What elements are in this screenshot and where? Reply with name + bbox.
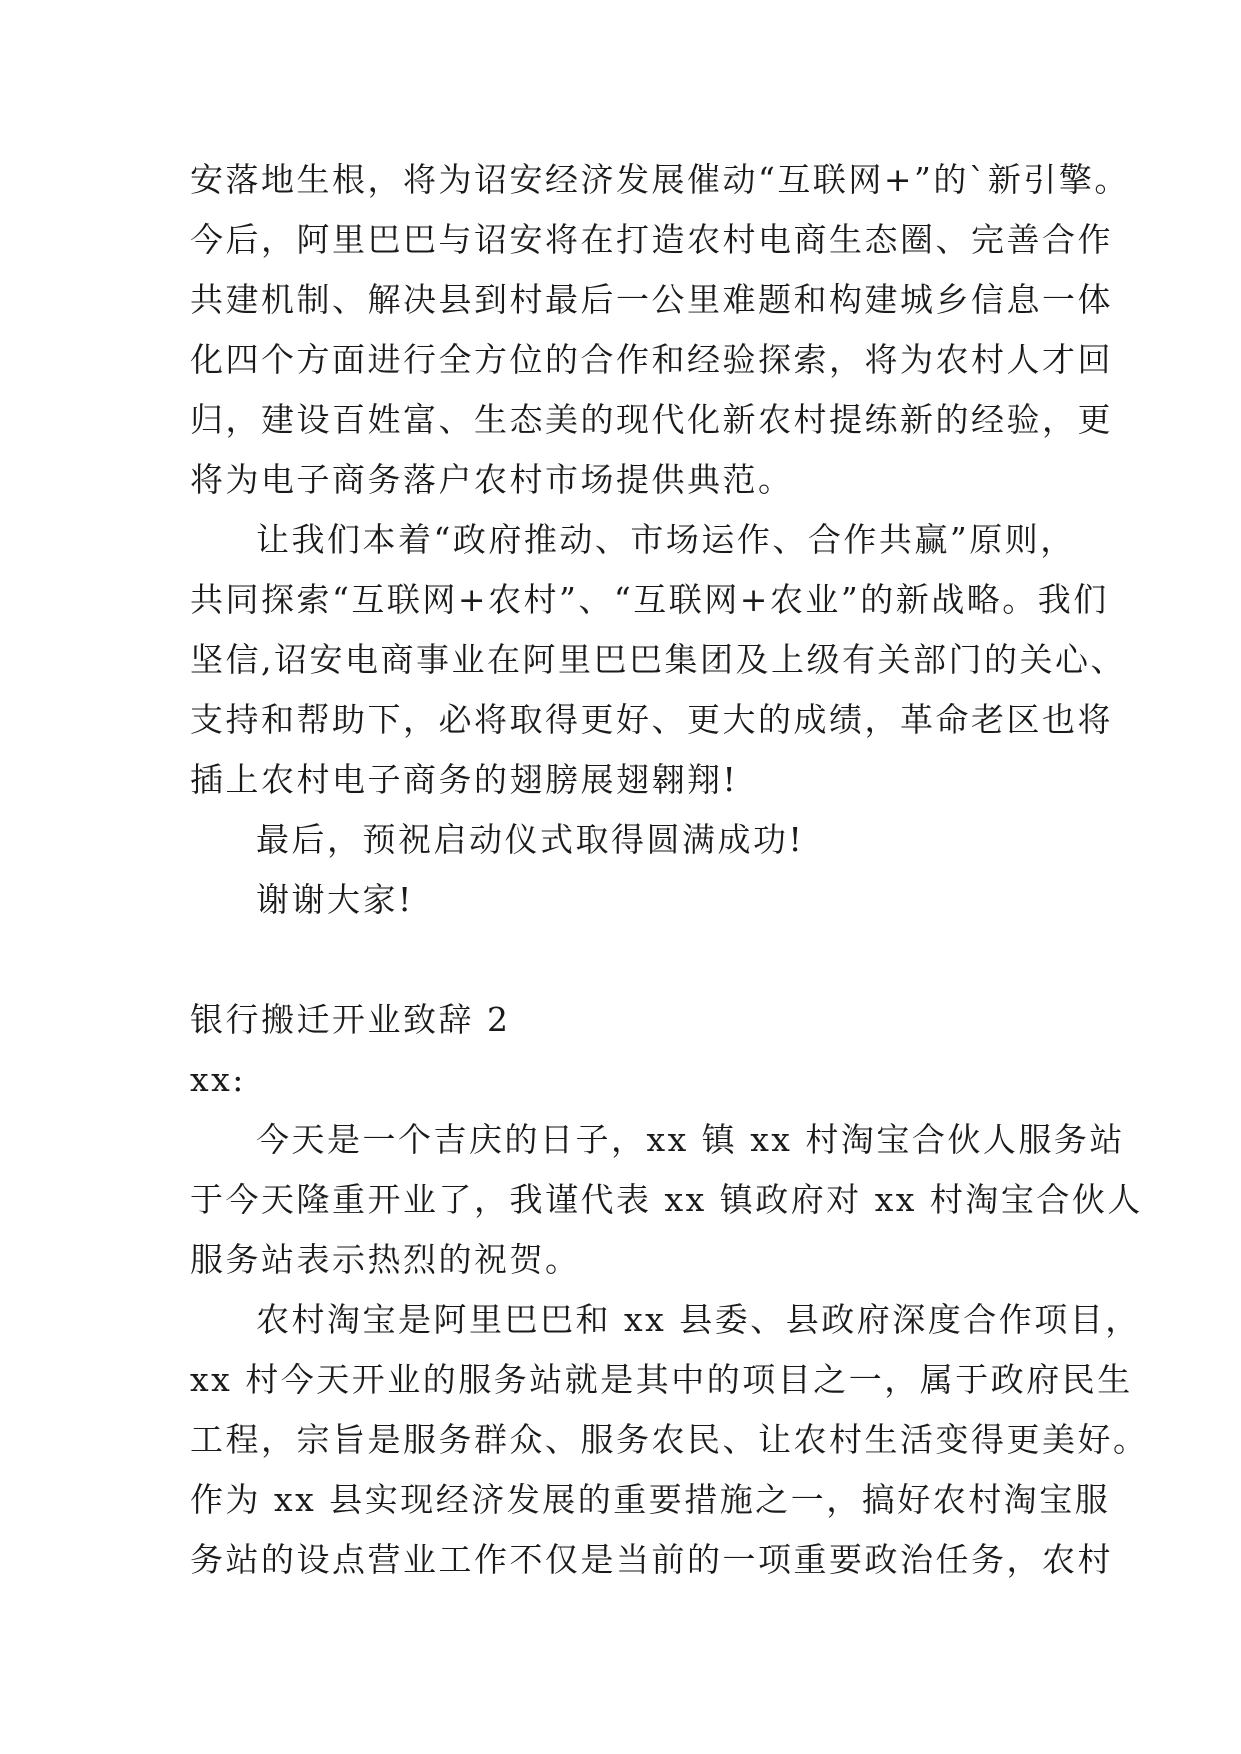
paragraph-line: 共建机制、解决县到村最后一公里难题和构建城乡信息一体: [190, 280, 1113, 319]
paragraph-line: 坚信,诏安电商事业在阿里巴巴集团及上级有关部门的关心、: [190, 640, 1126, 679]
paragraph-line: 归，建设百姓富、生态美的现代化新农村提练新的经验，更: [190, 400, 1113, 439]
paragraph-line: 农村淘宝是阿里巴巴和 xx 县委、县政府深度合作项目，: [256, 1300, 1141, 1339]
paragraph-line: 谢谢大家!: [256, 880, 414, 919]
paragraph-line: 插上农村电子商务的翅膀展翅翱翔!: [190, 760, 739, 799]
paragraph-line: xx 村今天开业的服务站就是其中的项目之一，属于政府民生: [190, 1360, 1133, 1399]
paragraph-line: 今后，阿里巴巴与诏安将在打造农村电商生态圈、完善合作: [190, 220, 1113, 259]
paragraph-line: 化四个方面进行全方位的合作和经验探索，将为农村人才回: [190, 340, 1113, 379]
salutation: xx:: [190, 1060, 246, 1099]
paragraph-line: 工程，宗旨是服务群众、服务农民、让农村生活变得更美好。: [190, 1420, 1149, 1459]
paragraph-line: 今天是一个吉庆的日子，xx 镇 xx 村淘宝合伙人服务站: [256, 1120, 1125, 1159]
section-title: 银行搬迁开业致辞 2: [190, 1000, 511, 1039]
document-page: [190, 150, 1149, 1590]
paragraph-line: 最后，预祝启动仪式取得圆满成功!: [256, 820, 805, 859]
paragraph-line: 务站的设点营业工作不仅是当前的一项重要政治任务，农村: [190, 1540, 1113, 1579]
paragraph-line: 作为 xx 县实现经济发展的重要措施之一，搞好农村淘宝服: [190, 1480, 1111, 1519]
paragraph-line: 将为电子商务落户农村市场提供典范。: [190, 460, 794, 499]
paragraph-line: 支持和帮助下，必将取得更好、更大的成绩，革命老区也将: [190, 700, 1113, 739]
paragraph-line: 服务站表示热烈的祝贺。: [190, 1240, 581, 1279]
paragraph-line: 让我们本着“政府推动、市场运作、合作共赢”原则，: [256, 520, 1076, 559]
paragraph-line: 共同探索“互联网+农村”、“互联网+农业”的新战略。我们: [190, 580, 1109, 619]
paragraph-line: 安落地生根，将为诏安经济发展催动“互联网+”的`新引擎。: [190, 160, 1130, 199]
section-spacer: [190, 930, 1060, 990]
paragraph-line: 于今天隆重开业了，我谨代表 xx 镇政府对 xx 村淘宝合伙人: [190, 1180, 1143, 1219]
